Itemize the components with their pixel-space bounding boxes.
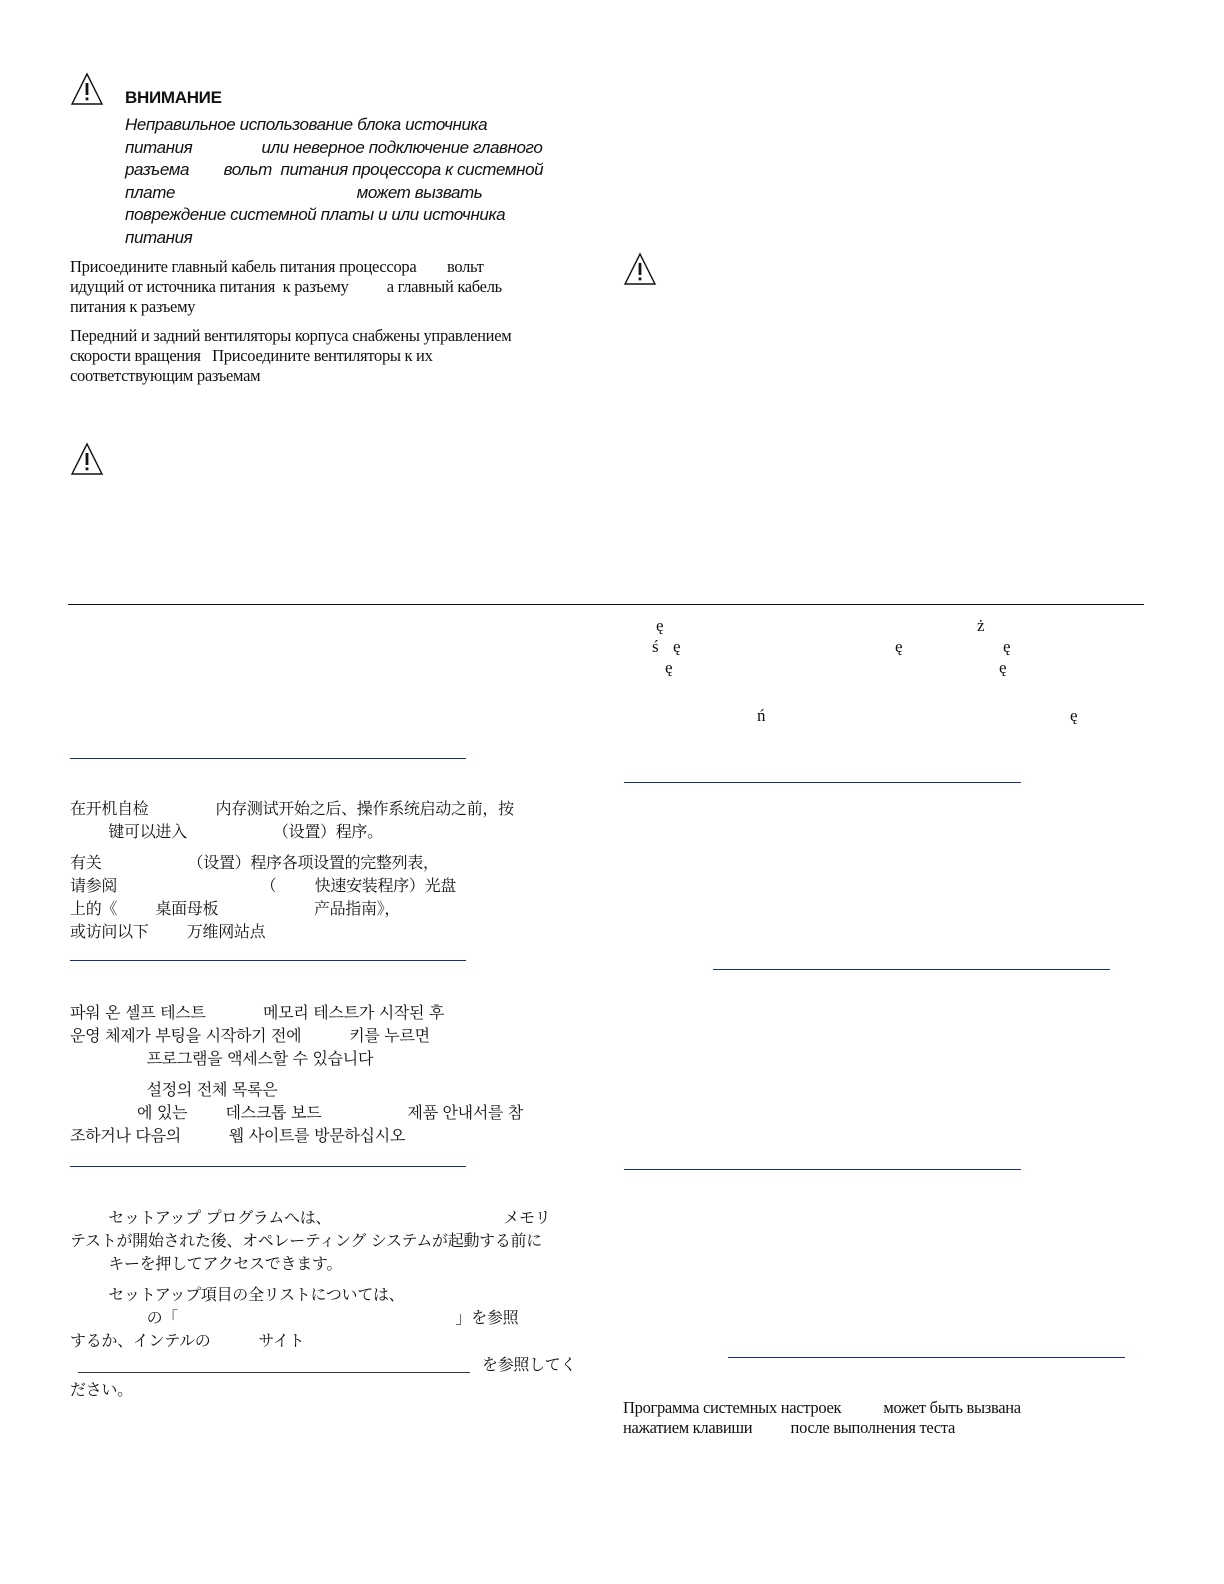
ja-ending	[70, 1378, 133, 1401]
text-line: テストが開始された後、オペレーティング システムが起動する前に	[70, 1231, 542, 1250]
text-line: 键可以进入 （设置）程序。	[70, 822, 383, 841]
polish-char: ę	[665, 658, 673, 677]
zh-paragraph-setup-list	[70, 851, 456, 943]
text-line: 在开机自检 内存测试开始之后、操作系统启动之前，按	[70, 799, 514, 818]
link-underline[interactable]	[624, 782, 1021, 783]
polish-char: ę	[999, 658, 1007, 677]
text-line: 설정의 전체 목록은	[70, 1080, 278, 1099]
text-line: скорости вращения Присоедините вентиляторы к их	[70, 346, 433, 365]
text-line: соответствующим разъемам	[70, 366, 261, 385]
polish-char: ę	[895, 637, 903, 656]
text-line: 운영 체제가 부팅을 시작하기 전에 키를 누르면	[70, 1026, 430, 1045]
text-line: セットアップ プログラムへは、 メモリ	[70, 1208, 551, 1227]
text-line: キーを押してアクセスできます。	[70, 1254, 343, 1273]
ru-paragraph-setup-program	[623, 1398, 1021, 1438]
warning-triangle-icon	[70, 442, 104, 476]
polish-char: ę	[673, 637, 681, 656]
link-underline[interactable]	[728, 1357, 1125, 1358]
caution-line: разъема вольт питания процессора к системной	[125, 160, 544, 179]
polish-char: ę	[1070, 706, 1078, 725]
text-line: Передний и задний вентиляторы корпуса снабжены управлением	[70, 326, 512, 345]
text-line: するか、インテルの サイト	[70, 1331, 305, 1350]
section-divider	[68, 604, 1144, 605]
link-underline[interactable]	[70, 758, 466, 759]
text-line: セットアップ項目の全リストについては、	[70, 1285, 405, 1304]
ja-paragraph-setup-access	[70, 1206, 551, 1275]
text-line: 파워 온 셀프 테스트 메모리 테스트가 시작된 후	[70, 1003, 445, 1022]
zh-paragraph-setup-access	[70, 797, 514, 843]
polish-char: ń	[757, 706, 766, 725]
ko-paragraph-setup-list	[70, 1078, 523, 1147]
caution-line: плате может вызвать	[125, 182, 483, 202]
polish-char: ś	[652, 637, 659, 656]
text-line: 请参阅 （ 快速安装程序）光盘	[70, 876, 456, 895]
warning-triangle-icon	[623, 252, 657, 286]
caution-line: Неправильное использование блока источника	[125, 115, 488, 134]
text-line: Программа системных настроек может быть вызвана	[623, 1398, 1021, 1417]
text-line: Присоедините главный кабель питания процессора вольт	[70, 257, 484, 276]
caution-line: питания	[125, 227, 193, 247]
ko-paragraph-setup-access	[70, 1001, 444, 1070]
ru-paragraph-fans	[70, 326, 511, 386]
caution-line: питания или неверное подключение главного	[125, 137, 543, 157]
link-underline[interactable]	[713, 969, 1110, 970]
caution-line: повреждение системной платы и или источника	[125, 205, 506, 224]
polish-char: ę	[1003, 637, 1011, 656]
polish-char: ę	[656, 616, 664, 635]
text-line: を参照してく	[482, 1355, 577, 1374]
ja-see-reference	[482, 1353, 576, 1376]
text-line: 조하거나 다음의 웹 사이트를 방문하십시오	[70, 1126, 406, 1145]
text-line: идущий от источника питания к разъему а главный кабель	[70, 277, 502, 296]
text-line: 프로그램을 액세스할 수 있습니다	[70, 1049, 374, 1068]
link-underline[interactable]	[70, 1166, 466, 1167]
caution-text	[125, 114, 595, 249]
link-underline[interactable]	[70, 960, 466, 961]
ru-paragraph-power-cable	[70, 257, 502, 317]
text-line: 에 있는 데스크톱 보드 제품 안내서를 참	[70, 1103, 524, 1122]
text-line: 或访问以下 万维网站点	[70, 922, 266, 941]
polish-char: ż	[977, 616, 985, 635]
link-underline[interactable]	[78, 1372, 470, 1373]
text-line: 上的《 桌面母板 产品指南》，	[70, 899, 401, 918]
warning-triangle-icon	[70, 72, 104, 106]
ja-paragraph-setup-list	[70, 1283, 518, 1352]
text-line: ださい。	[70, 1380, 133, 1399]
text-line: питания к разъему	[70, 297, 196, 316]
text-line: 有关 （设置）程序各项设置的完整列表，	[70, 853, 439, 872]
text-line: нажатием клавиши после выполнения теста	[623, 1418, 955, 1437]
text-line: の「 」を参照	[70, 1308, 519, 1327]
link-underline[interactable]	[624, 1169, 1021, 1170]
caution-heading: ВНИМАНИЕ	[125, 88, 222, 107]
